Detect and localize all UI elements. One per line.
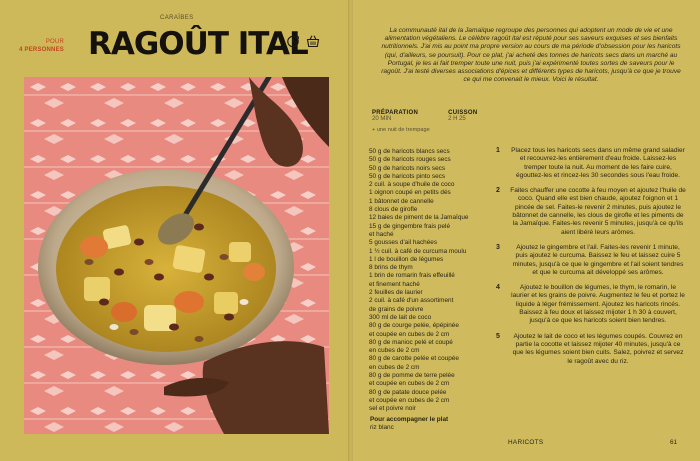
recipe-intro: La communauté ital de la Jamaïque regroupe des personnes qui adoptent un mode de vie et une alimentation végétaliens. Le célèbre ragoût ital est réputé pour ses saveurs exquises et ses bienfaits nutritionnels. J'ai mis au point ma propre version au cours de ma période d'obsession pour les haricots (qui, d'ailleurs, se poursuit). Pour ce plat, j'ai acheté des tonnes de haricots secs dans un marché au Portugal, je les ai fait tremper toute une nuit, puis j'ai expérimenté toutes sortes de saveurs pour le ragoût. J'ai testé diverses associations d'épices et différents types de haricots, jusqu'à ce que je trouve ce qui me convenait le mieux. Voici le résultat. <box>381 27 681 84</box>
ingredient-item: 1 bâtonnet de cannelle <box>369 197 434 205</box>
recipe-title: RAGOÛT ITAL <box>88 26 308 62</box>
accompaniment-value: riz blanc <box>370 424 394 431</box>
ingredient-item: 300 ml de lait de coco <box>369 313 432 321</box>
ingredient-item: 12 baies de piment de la Jamaïque <box>369 214 469 222</box>
ingredient-item: et coupée en cubes de 2 cm <box>369 330 450 338</box>
method-step <box>496 333 686 366</box>
accompaniment <box>370 416 448 432</box>
prep-label: PRÉPARATION <box>372 110 419 116</box>
section-footer: HARICOTS <box>508 439 544 446</box>
step-number: 4 <box>496 284 500 292</box>
ingredient-list <box>369 148 485 414</box>
ingredient-item: et haché <box>369 230 394 238</box>
ingredient-item: 1 ½ cuil. à café de curcuma moulu <box>369 247 467 255</box>
ingredient-item: 80 g de patate douce pelée <box>369 388 447 396</box>
ingredient-item: 2 cuil. à soupe d'huile de coco <box>369 181 455 189</box>
step-number: 2 <box>496 187 500 195</box>
ingredient-item: et coupée en cubes de 2 cm <box>369 380 450 388</box>
recipe-icons <box>286 34 320 48</box>
ingredient-item: 50 g de haricots pinto secs <box>369 172 446 180</box>
step-number: 1 <box>496 147 500 154</box>
accompaniment-heading: Pour accompagner le plat <box>370 416 449 423</box>
ingredient-item: 50 g de haricots blancs secs <box>369 148 450 155</box>
ingredient-item: 80 g de pomme de terre pelée <box>369 372 455 380</box>
step-text: Ajoutez le bouillon de légumes, le thym, le romarin, le laurier et les grains de poivre. Augmentez le feu et portez le liquide à léger frémissement. Ajoutez les haricots rincés. Baissez à feu doux et laissez mijoter 1 h 30 à couvert, jusqu'à ce que les haricots soient bien tendres. <box>511 284 685 325</box>
step-number: 5 <box>496 332 500 340</box>
ingredient-item: de grains de poivre <box>369 305 424 313</box>
ingredient-item: sel et poivre noir <box>369 405 416 413</box>
ingredient-item: en cubes de 2 cm <box>369 347 420 355</box>
ingredient-item: et finement haché <box>369 280 420 288</box>
method-step <box>496 187 686 237</box>
method-step <box>496 284 686 325</box>
book-gutter <box>348 0 353 461</box>
recipe-region: CARAÏBES <box>160 15 194 21</box>
servings-value: 4 PERSONNES <box>19 47 64 53</box>
ingredient-item: 8 brins de thym <box>369 264 413 272</box>
servings-label: POUR <box>45 39 64 45</box>
recipe-timing <box>372 110 478 122</box>
ingredient-item: 2 feuilles de laurier <box>369 289 423 297</box>
leaf-timer-icon <box>286 34 300 48</box>
ingredient-item: 2 cuil. à café d'un assortiment <box>369 297 454 305</box>
prep-value: 20 MIN <box>372 116 392 122</box>
stew-bowl-photo <box>24 77 329 434</box>
step-text: Faites chauffer une cocotte à feu moyen et ajoutez l'huile de coco. Quand elle est bien chaude, ajoutez l'oignon et 1 pincée de sel. Faites-le revenir 2 minutes, puis ajoutez le bâtonnet de cannelle, les clous de girofle et les piments de la Jamaïque. Faites-les revenir 5 minutes, jusqu'à ce qu'ils aient libéré leurs arômes. <box>510 187 686 236</box>
cook-value: 2 H 25 <box>448 116 466 122</box>
ingredient-item: 15 g de gingembre frais pelé <box>369 222 451 230</box>
basket-icon <box>306 34 320 48</box>
ingredient-item: 80 g de manioc pelé et coupé <box>369 338 453 346</box>
cook-time <box>448 110 477 122</box>
method-step <box>496 244 686 277</box>
method-step <box>496 147 686 180</box>
ingredient-item: 8 clous de girofle <box>369 206 418 214</box>
step-text: Ajoutez le lait de coco et les légumes coupés. Couvrez en partie la cocotte et laissez mijoter 40 minutes, jusqu'à ce que les légumes soient bien cuits. Salez, poivrez et servez le ragoût avec du riz. <box>512 332 684 365</box>
page-number: 61 <box>670 439 678 446</box>
ingredient-item: 1 l de bouillon de légumes <box>369 255 444 263</box>
servings <box>6 38 64 54</box>
method-steps <box>496 147 686 373</box>
step-text: Placez tous les haricots secs dans un même grand saladier et recouvrez-les entièrement d'eau froide. Laissez-les tremper toute la nuit. Au moment de les faire cuire, égouttez-les et rincez-les 30 secondes sous l'eau froide. <box>511 147 685 179</box>
ingredient-item: 50 g de haricots noirs secs <box>369 164 446 172</box>
soak-note: + une nuit de trempage <box>372 127 430 133</box>
cook-label: CUISSON <box>448 110 478 116</box>
step-text: Ajoutez le gingembre et l'ail. Faites-les revenir 1 minute, puis ajoutez le curcuma. Baissez le feu et laissez cuire 5 minutes, jusqu'à ce que le gingembre et l'ail soient tendres et que le curcuma ait développé ses arômes. <box>512 243 684 276</box>
ingredient-item: 1 brin de romarin frais effeuillé <box>369 272 455 280</box>
ingredient-item: et coupée en cubes de 2 cm <box>369 396 450 404</box>
ingredient-item: en cubes de 2 cm <box>369 363 420 371</box>
ingredient-item: 50 g de haricots rouges secs <box>369 156 451 164</box>
prep-time <box>372 110 418 122</box>
ingredient-item: 80 g de carotte pelée et coupée <box>369 355 459 363</box>
ingredient-item: 80 g de courge pelée, épépinée <box>369 322 459 330</box>
ingredient-item: 5 gousses d'ail hachées <box>369 239 438 247</box>
ingredient-item: 1 oignon coupé en petits dés <box>369 189 451 197</box>
step-number: 3 <box>496 243 500 251</box>
